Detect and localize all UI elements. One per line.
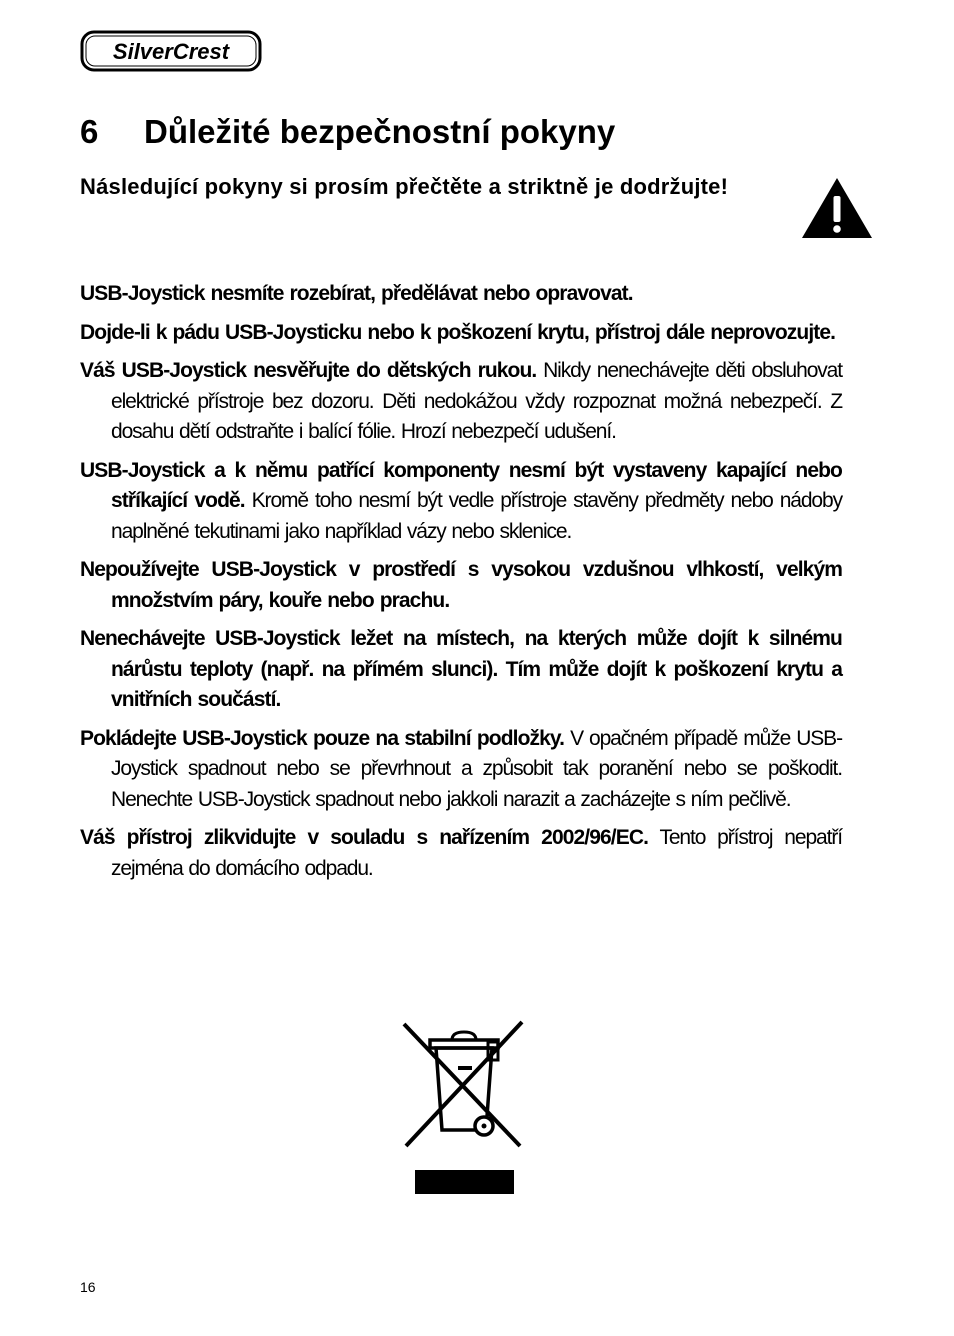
safety-item-text: Nikdy nenechávejte děti obsluhovat elektrické přístroje bez dozoru. Děti nedokážou vždy rozpoznat možná nebezpečí. Z dosahu dětí odstraňte i balící fólie. Hrozí nebezpečí udušení. [111,359,842,443]
safety-item-bold: Pokládejte USB-Joystick pouze na stabilní podložky. [80,726,565,750]
safety-item [80,318,842,349]
safety-item [80,279,842,310]
logo-text: SilverCrest [112,39,230,64]
page-number: 16 [80,1279,96,1295]
section-title: Důležité bezpečnostní pokyny [144,113,616,150]
safety-item-bold: Váš přístroj zlikvidujte v souladu s nařízením 2002/96/EC. [80,826,649,849]
safety-item [80,555,842,616]
safety-item-bold: Dojde-li k pádu USB-Joysticku nebo k poškození krytu, přístroj dále neprovozujte. [80,320,836,344]
safety-item-bold: Nenechávejte USB-Joystick ležet na místech, na kterých může dojít k silnému nárůstu teploty (např. na přímém slunci). Tím může dojít k poškození krytu a vnitřních součástí. [80,627,842,711]
safety-item [80,356,842,448]
silvercrest-logo [80,30,262,72]
crossed-out-wheelie-bin-icon [400,1018,528,1200]
safety-item-bold: USB-Joystick nesmíte rozebírat, předělávat nebo opravovat. [80,282,633,305]
safety-item-text: Tento přístroj nepatří zejména do domácího odpadu. [111,826,842,880]
safety-item-bold: Nepoužívejte USB-Joystick v prostředí s vysokou vzdušnou vlhkostí, velkým množstvím páry, kouře nebo prachu. [80,558,842,612]
safety-item [80,456,842,548]
safety-item-text: V opačném případě může USB-Joystick spadnout nebo se převrhnout a způsobit tak poranění nebo se poškodit. Nenechte USB-Joystick spadnout nebo jakkoli narazit a zacházejte s ním pečlivě. [111,726,842,811]
safety-item-bold: Váš USB-Joystick nesvěřujte do dětských rukou. [80,359,537,382]
intro-text: Následující pokyny si prosím přečtěte a striktně je dodržujte! [80,174,729,199]
section-number: 6 [80,113,99,150]
safety-item [80,624,842,716]
safety-item [80,724,842,816]
section-heading [80,108,615,156]
safety-item-text: Kromě toho nesmí být vedle přístroje stavěny předměty nebo nádoby naplněné tekutinami jako například vázy nebo sklenice. [111,489,842,543]
safety-item-bold: USB-Joystick a k němu patřící komponenty nesmí být vystaveny kapající nebo stříkající vodě. [80,458,842,512]
warning-triangle-icon [800,176,874,240]
safety-item [80,823,842,884]
safety-instructions-list [80,279,842,892]
